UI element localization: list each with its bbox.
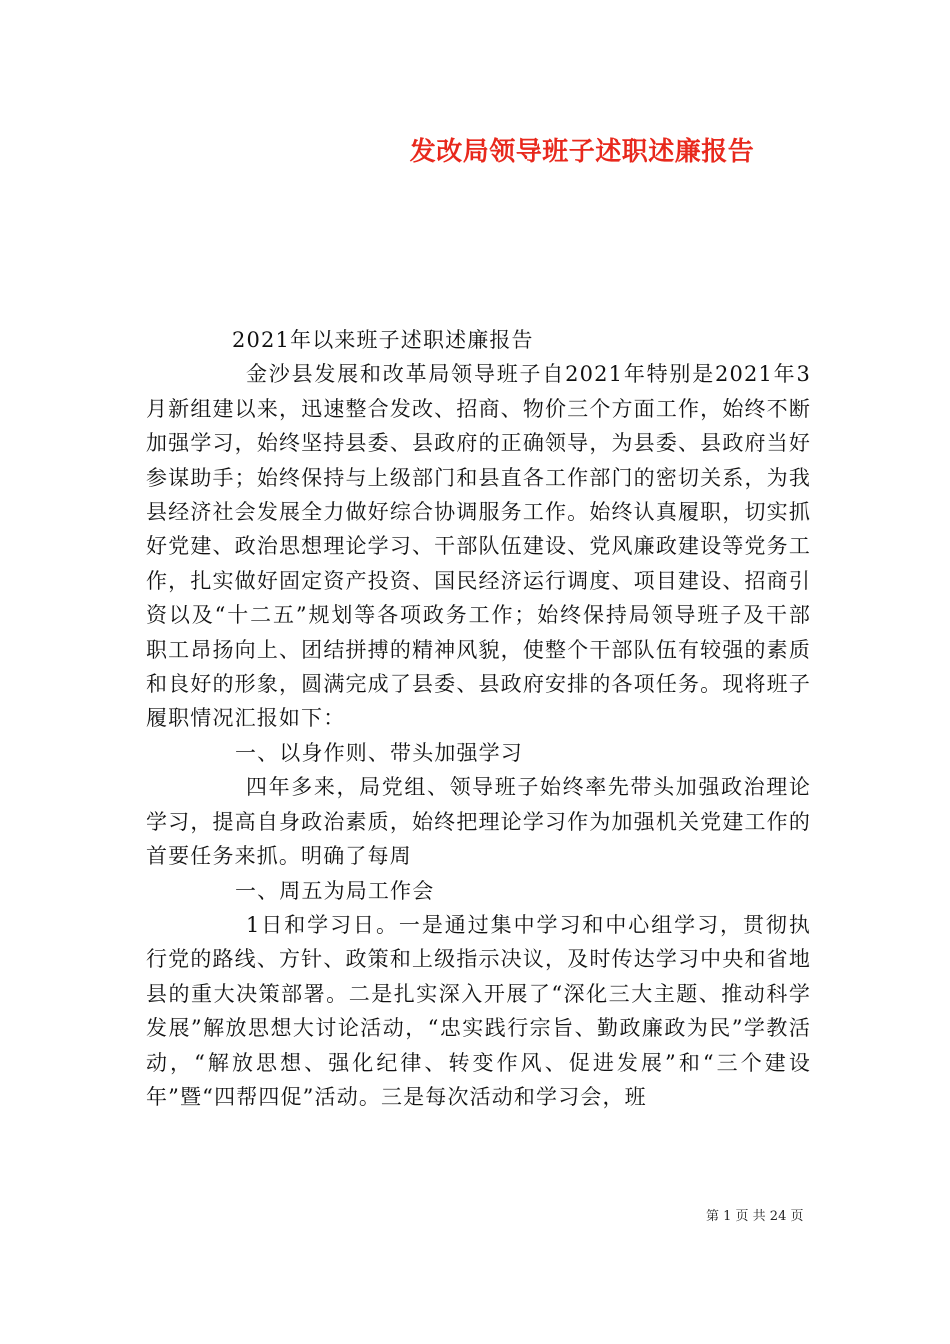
document-title: 发改局领导班子述职述廉报告 (409, 137, 755, 167)
report-subtitle: 2021年以来班子述职述廉报告 (232, 328, 534, 352)
body-paragraph: 金沙县发展和改革局领导班子自2021年特别是2021年3月新组建以来，迅速整合发改、招商、物价三个方面工作，始终不断加强学习，始终坚持县委、县政府的正确领导，为县委、县政府当好参谋助手；始终保持与上级部门和县直各工作部门的密切关系，为我县经济社会发展全力做好综合协调服务工作。始终认真履职，切实抓好党建、政治思想理论学习、干部队伍建设、党风廉政建设等党务工作，扎实做好固定资产投资、国民经济运行调度、项目建设、招商引资以及“十二五”规划等各项政务工作；始终保持局领导班子及干部职工昂扬向上、团结拼搏的精神风貌，使整个干部队伍有较强的素质和良好的形象，圆满完成了县委、县政府安排的各项任务。现将班子履职情况汇报如下： (146, 362, 811, 731)
body-paragraph: 四年多来，局党组、领导班子始终率先带头加强政治理论学习，提高自身政治素质，始终把理论学习作为加强机关党建工作的首要任务来抓。明确了每周 (146, 775, 811, 869)
section-heading: 一、以身作则、带头加强学习 (235, 740, 523, 765)
section-heading: 一、周五为局工作会 (235, 878, 435, 903)
body-paragraph: 1日和学习日。一是通过集中学习和中心组学习，贯彻执行党的路线、方针、政策和上级指示决议，及时传达学习中央和省地县的重大决策部署。二是扎实深入开展了“深化三大主题、推动科学发展”解放思想大讨论活动，“忠实践行宗旨、勤政廉政为民”学教活动，“解放思想、强化纪律、转变作风、促进发展”和“三个建设年”暨“四帮四促”活动。三是每次活动和学习会，班 (146, 912, 811, 1109)
document-body (146, 323, 811, 1114)
page-number: 第 1 页 共 24 页 (706, 1209, 804, 1224)
